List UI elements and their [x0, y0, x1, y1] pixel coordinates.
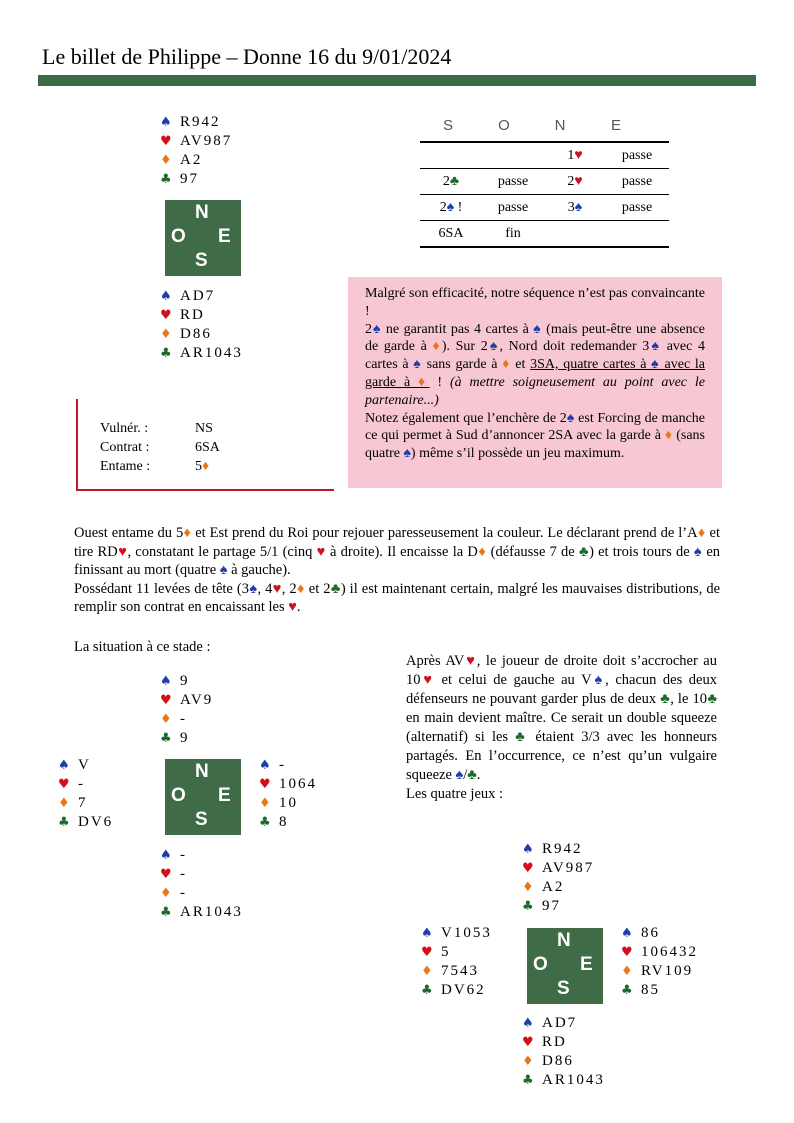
- bidding-header-cell: N: [554, 117, 566, 134]
- heart-icon: ♥: [259, 777, 271, 792]
- bid-cell: passe: [497, 199, 529, 215]
- compass-north: N: [195, 761, 209, 782]
- ending-west-hand: ♠ V ♥ - ♦ 7 ♣ DV6: [58, 757, 114, 830]
- diamond-icon: ♦: [621, 964, 633, 979]
- vulnerability-label: Vulnér. :: [100, 421, 149, 436]
- full-south-hand: ♠ AD7 ♥ RD ♦ D86 ♣ AR1043: [522, 1015, 605, 1088]
- spade-icon: ♠: [219, 562, 228, 579]
- bidding-row: [420, 169, 669, 195]
- diamond-icon: ♦: [522, 1054, 534, 1069]
- compass-east: E: [580, 954, 593, 975]
- deal-south-hand: [160, 287, 243, 363]
- club-icon: ♣: [515, 729, 529, 745]
- club-icon: ♣: [160, 731, 172, 746]
- diamond-icon: ♦: [160, 886, 172, 901]
- ending-east-hand: ♠ - ♥ 1064 ♦ 10 ♣ 8: [259, 757, 317, 830]
- ending-south-hand: ♠ - ♥ - ♦ - ♣ AR1043: [160, 847, 243, 920]
- lead-label: Entame :: [100, 459, 151, 474]
- deal-north-hand: [160, 113, 232, 189]
- title-divider: [38, 75, 756, 86]
- spade-icon: ♠: [403, 446, 411, 462]
- heart-icon: ♥: [621, 945, 633, 960]
- compass-west: O: [171, 785, 186, 806]
- compass-west: O: [533, 954, 548, 975]
- spade-icon: ♠: [160, 848, 172, 863]
- spade-icon: ♠: [259, 758, 271, 773]
- situation-heading: La situation à ce stade :: [74, 639, 211, 655]
- south-hearts: RD: [180, 307, 205, 323]
- spade-icon: ♠: [651, 357, 660, 373]
- club-icon: ♣: [707, 691, 717, 707]
- bidding-header-cell: O: [498, 117, 510, 134]
- heart-icon: ♥: [160, 134, 172, 149]
- heart-icon: ♥: [522, 1035, 534, 1050]
- bid-cell: 2♠ !: [439, 199, 463, 215]
- vulnerability-value: NS: [195, 421, 213, 436]
- four-hands-heading: Les quatre jeux :: [406, 786, 504, 802]
- spade-icon: ♠: [160, 674, 172, 689]
- bidding-header: [420, 117, 669, 143]
- spade-icon: ♠: [621, 926, 633, 941]
- compass-diagram: [527, 928, 603, 1004]
- spade-icon: ♠: [649, 339, 662, 355]
- bidding-row: [420, 221, 669, 248]
- compass-south: S: [557, 978, 570, 999]
- heart-icon: ♥: [464, 653, 477, 669]
- compass-east: E: [218, 226, 231, 247]
- compass-south: S: [195, 809, 208, 830]
- heart-icon: ♥: [272, 580, 282, 597]
- club-icon: ♣: [467, 767, 477, 783]
- heart-icon: ♥: [160, 867, 172, 882]
- spade-icon: ♠: [591, 672, 606, 688]
- full-east-hand: ♠ 86 ♥ 106432 ♦ RV109 ♣ 85: [621, 925, 698, 998]
- spade-icon: ♠: [522, 842, 534, 857]
- spade-icon: ♠: [160, 115, 172, 130]
- diamond-icon: ♦: [697, 525, 706, 541]
- spade-icon: ♠: [487, 339, 500, 355]
- compass-diagram: [165, 759, 241, 835]
- bidding-table: [420, 117, 669, 248]
- diamond-icon: ♦: [160, 153, 172, 168]
- spade-icon: ♠: [693, 543, 703, 560]
- south-clubs: AR1043: [180, 345, 243, 361]
- full-west-hand: ♠ V1053 ♥ 5 ♦ 7543 ♣ DV62: [421, 925, 492, 998]
- bidding-row: [420, 143, 669, 169]
- diamond-icon: ♦: [664, 428, 673, 444]
- club-icon: ♣: [660, 691, 671, 707]
- club-icon: ♣: [160, 172, 172, 187]
- bidding-row: [420, 195, 669, 221]
- club-icon: ♣: [522, 899, 534, 914]
- spade-icon: ♠: [372, 321, 382, 337]
- page-title: Le billet de Philippe – Donne 16 du 9/01/2024: [42, 44, 452, 69]
- bid-cell: 1♥: [567, 147, 583, 163]
- club-icon: ♣: [58, 815, 70, 830]
- bid-cell: 6SA: [438, 225, 464, 241]
- diamond-icon: ♦: [477, 543, 487, 560]
- compass-east: E: [218, 785, 231, 806]
- north-clubs: 97: [180, 171, 199, 187]
- diamond-icon: ♦: [259, 796, 271, 811]
- bid-cell: passe: [621, 173, 653, 189]
- heart-icon: ♥: [160, 693, 172, 708]
- club-icon: ♣: [578, 543, 590, 560]
- contract-value: 6SA: [195, 440, 220, 455]
- spade-icon: ♠: [413, 357, 422, 373]
- heart-icon: ♥: [522, 861, 534, 876]
- club-icon: ♣: [160, 346, 172, 361]
- compass-north: N: [557, 930, 571, 951]
- heart-icon: ♥: [288, 599, 297, 616]
- club-icon: ♣: [522, 1073, 534, 1088]
- heart-icon: ♥: [421, 945, 433, 960]
- spade-icon: ♠: [248, 580, 258, 597]
- diamond-icon: ♦: [522, 880, 534, 895]
- spade-icon: ♠: [58, 758, 70, 773]
- south-diamonds: D86: [180, 326, 212, 342]
- bidding-header-cell: E: [610, 117, 621, 134]
- compass-south: S: [195, 250, 208, 271]
- spade-icon: ♠: [566, 410, 575, 426]
- ending-north-hand: ♠ 9 ♥ AV9 ♦ - ♣ 9: [160, 673, 214, 746]
- full-north-hand: ♠ R942 ♥ AV987 ♦ A2 ♣ 97: [522, 841, 595, 914]
- narrative-paragraph: Ouest entame du 5♦ et Est prend du Roi pour rejouer paresseusement la couleur. Le déclarant prend de l’A♦ et tire RD♥, constatant le partage 5/1 (cinq ♥ à droite). Il encaisse la D♦ (défausse 7 de ♣) et trois tours de ♠ en finissant au mort (quatre ♠ à gauche). Possédant 11 levées de tête (3♠, 4♥, 2♦ et 2♣) il est maintenant certain, malgré les mauvaises distributions, de remplir son contrat en encaissant les ♥.: [74, 525, 721, 616]
- north-hearts: AV987: [180, 133, 233, 149]
- bid-cell: 2♣: [442, 173, 460, 189]
- spade-icon: ♠: [522, 1016, 534, 1031]
- club-icon: ♣: [330, 580, 341, 597]
- heart-icon: ♥: [117, 543, 128, 560]
- club-icon: ♣: [621, 983, 633, 998]
- commentary-text: Malgré son efficacité, notre séquence n’est pas convaincante ! 2♠ ne garantit pas 4 cartes à ♠ (mais peut-être une absence de garde à ♦). Sur 2♠, Nord doit redemander 3♠ avec 4 cartes à ♠ sans garde à ♦ et 3SA, quatre cartes à ♠ avec la garde à ♦ ! (à mettre soigneusement au point avec le partenaire...) Notez également que l’enchère de 2♠ est Forcing de manche ce qui permet à Sud d’annoncer 2SA avec la garde à ♦ (sans quatre ♠) même s’il possède un jeu maximum.: [365, 286, 706, 462]
- compass-west: O: [171, 226, 186, 247]
- diamond-icon: ♦: [183, 525, 192, 541]
- bid-cell: passe: [621, 199, 653, 215]
- spade-icon: ♠: [455, 767, 464, 783]
- bid-cell: passe: [621, 147, 653, 163]
- diamond-icon: ♦: [296, 580, 305, 597]
- spade-icon: ♠: [533, 321, 542, 337]
- heart-icon: ♥: [160, 308, 172, 323]
- spade-icon: ♠: [160, 289, 172, 304]
- heart-icon: ♥: [420, 672, 435, 688]
- bid-cell: fin: [505, 225, 521, 241]
- diamond-icon: ♦: [418, 374, 430, 390]
- diamond-icon: ♦: [421, 964, 433, 979]
- diamond-icon: ♦: [502, 357, 511, 373]
- lead-value: 5♦: [195, 459, 210, 474]
- north-spades: R942: [180, 114, 221, 130]
- contract-label: Contrat :: [100, 440, 150, 455]
- diamond-icon: ♦: [58, 796, 70, 811]
- north-diamonds: A2: [180, 152, 203, 168]
- diamond-icon: ♦: [160, 327, 172, 342]
- squeeze-explanation: Après AV♥, le joueur de droite doit s’accrocher au 10♥ et celui de gauche au V♠, chacun des deux défenseurs ne pouvant garder plus de deux ♣, le 10♣ en main devient maître. Ce serait un double squeeze (alternatif) si les ♣ étaient 3/3 avec les honneurs partagés. En l’occurrence, ce n’est qu’un vulgaire squeeze ♠/♣. Les quatre jeux :: [406, 653, 718, 802]
- bid-cell: passe: [497, 173, 529, 189]
- bidding-header-cell: S: [442, 117, 453, 134]
- bid-cell: 3♠: [567, 199, 583, 215]
- diamond-icon: ♦: [160, 712, 172, 727]
- heart-icon: ♥: [316, 543, 326, 560]
- diamond-icon: ♦: [432, 339, 442, 355]
- heart-icon: ♥: [58, 777, 70, 792]
- club-icon: ♣: [421, 983, 433, 998]
- compass-diagram: [165, 200, 241, 276]
- club-icon: ♣: [160, 905, 172, 920]
- spade-icon: ♠: [421, 926, 433, 941]
- club-icon: ♣: [259, 815, 271, 830]
- south-spades: AD7: [180, 288, 216, 304]
- bid-cell: 2♥: [567, 173, 583, 189]
- compass-north: N: [195, 202, 209, 223]
